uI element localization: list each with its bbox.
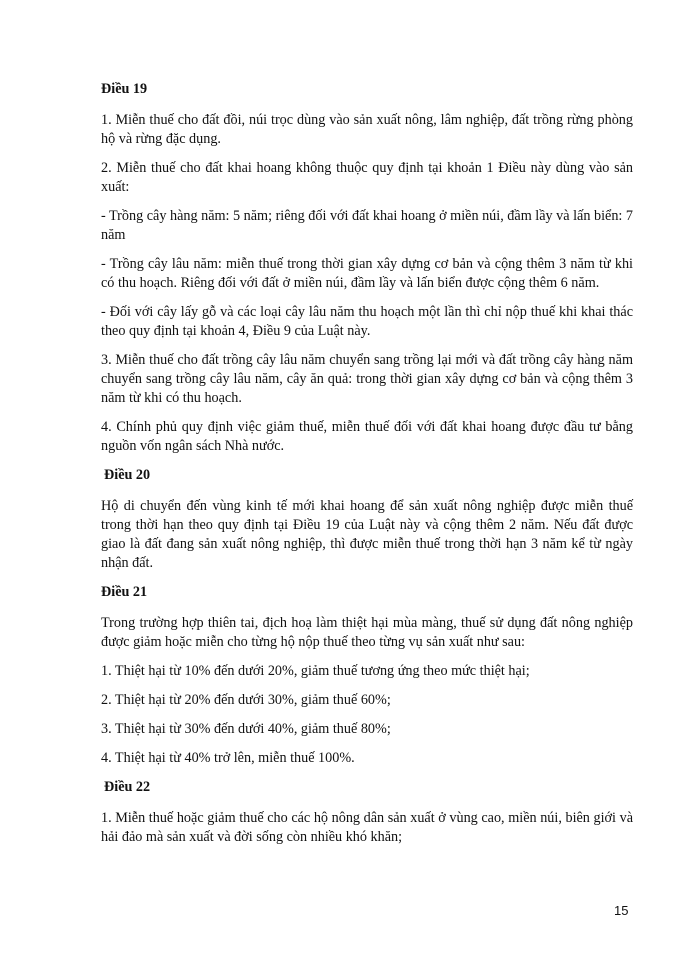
article-21-item-4: 4. Thiệt hại từ 40% trở lên, miễn thuế 100%. <box>101 750 355 766</box>
article-19-clause-1: 1. Miễn thuế cho đất đồi, núi trọc dùng vào sản xuất nông, lâm nghiệp, đất trồng rừng phòng hộ và rừng đặc dụng. <box>101 112 633 147</box>
article-19-perennial-crops: - Trồng cây lâu năm: miễn thuế trong thời gian xây dựng cơ bản và cộng thêm 3 năm từ khi có thu hoạch. Riêng đối với đất ở miền núi, đầm lầy và lấn biển được cộng thêm 6 năm. <box>101 256 633 291</box>
article-21-item-3: 3. Thiệt hại từ 30% đến dưới 40%, giảm thuế 80%; <box>101 721 391 737</box>
article-19-clause-2: 2. Miễn thuế cho đất khai hoang không thuộc quy định tại khoản 1 Điều này dùng vào sản xuất: <box>101 160 633 195</box>
article-19-clause-3: 3. Miễn thuế cho đất trồng cây lâu năm chuyển sang trồng lại mới và đất trồng cây hàng năm chuyển sang trồng cây lâu năm, cây ăn quả: trong thời gian xây dựng cơ bản và cộng thêm 3 năm từ khi có thu hoạch. <box>101 352 633 406</box>
page-number: 15 <box>614 903 629 918</box>
article-20-text: Hộ di chuyển đến vùng kinh tế mới khai hoang để sản xuất nông nghiệp được miễn thuế trong thời hạn theo quy định tại Điều 19 của Luật này và cộng thêm 2 năm. Nếu đất được giao là đất đang sản xuất nông nghiệp, thì được miễn thuế trong thời hạn 3 năm kể từ ngày nhận đất. <box>101 498 633 571</box>
document-body <box>101 80 633 857</box>
article-22-heading: Điều 22 <box>104 779 151 795</box>
article-21-heading: Điều 21 <box>101 584 148 600</box>
article-19-clause-4: 4. Chính phủ quy định việc giảm thuế, miễn thuế đối với đất khai hoang được đầu tư bằng nguồn vốn ngân sách Nhà nước. <box>101 419 633 454</box>
article-19-heading: Điều 19 <box>101 81 148 97</box>
article-19-annual-crops: - Trồng cây hàng năm: 5 năm; riêng đối với đất khai hoang ở miền núi, đầm lầy và lấn biển: 7 năm <box>101 208 633 243</box>
article-21-intro: Trong trường hợp thiên tai, địch hoạ làm thiệt hại mùa màng, thuế sử dụng đất nông nghiệp được giảm hoặc miễn cho từng hộ nộp thuế theo từng vụ sản xuất như sau: <box>101 615 633 650</box>
article-19-timber-trees: - Đối với cây lấy gỗ và các loại cây lâu năm thu hoạch một lần thì chỉ nộp thuế khi khai thác theo quy định tại khoản 4, Điều 9 của Luật này. <box>101 304 633 339</box>
article-22-clause-1: 1. Miễn thuế hoặc giảm thuế cho các hộ nông dân sản xuất ở vùng cao, miền núi, biên giới và hải đảo mà sản xuất và đời sống còn nhiều khó khăn; <box>101 810 633 845</box>
article-20-heading: Điều 20 <box>104 467 151 483</box>
article-21-item-1: 1. Thiệt hại từ 10% đến dưới 20%, giảm thuế tương ứng theo mức thiệt hại; <box>101 663 530 679</box>
article-21-item-2: 2. Thiệt hại từ 20% đến dưới 30%, giảm thuế 60%; <box>101 692 391 708</box>
